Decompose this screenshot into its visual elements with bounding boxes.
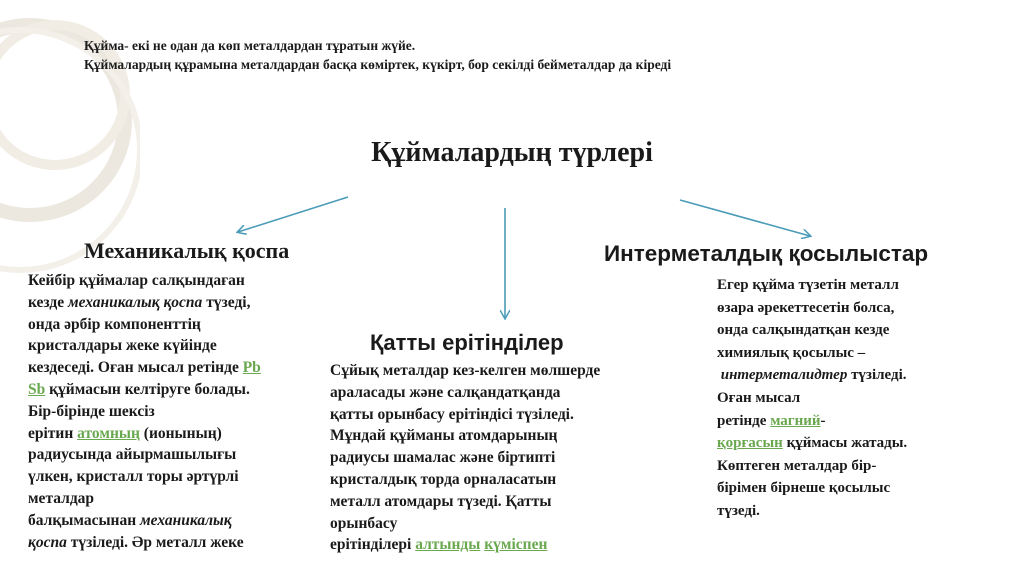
text-line [28,292,333,314]
heading-mechanical-mixture: Механикалық қоспа [84,238,290,263]
link-magnesium[interactable]: магний [770,412,821,429]
emphasis-term: интерметалидтер [720,367,848,384]
text-line [330,469,685,491]
text-span: радиусында айырмашылығы [28,446,237,464]
text-span: түзіледі. [847,367,907,384]
text-span: онда әрбір компоненттің [28,315,201,333]
text-span: кристалдық торда орналасатын [330,470,557,488]
intro-text [84,36,671,74]
intro-line-composition: Құймалардың құрамына металдардан басқа көміртек, күкірт, бор секілді бейметалдар да кіреді [84,57,672,72]
emphasis-term: қоспа [28,533,67,551]
text-line [28,510,333,532]
text-span: Оған мысал [717,389,801,406]
link-sb[interactable]: Sb [28,380,46,398]
text-span: орынбасу [330,514,398,532]
text-span: кезде [28,293,68,311]
text-line [717,342,992,365]
text-line [28,401,333,423]
text-line [717,455,992,478]
text-span: өзара әрекеттесетін болса, [717,299,895,316]
text-span: Бір-бірінде шексіз [28,402,155,420]
text-line [28,488,333,510]
text-line [717,274,992,297]
text-span: түзеді, [202,293,251,311]
text-span: кездеседі. Оған мысал ретінде [28,359,243,377]
text-span: Кейбір құймалар салқындаған [28,272,245,289]
text-span: үлкен, кристалл торы әртүрлі [28,468,239,486]
text-line [330,513,685,535]
text-line [28,357,333,379]
emphasis-term: механикалық қоспа [67,293,203,311]
text-span: металл атомдары түзеді. Қатты [330,492,552,510]
text-span: ретінде [717,412,771,429]
text-line [717,477,992,500]
text-span: қатты орынбасу ерітіндісі түзіледі. [330,405,574,423]
text-span: Сұйық металдар кез-келген мөлшерде [330,362,601,379]
heading-solid-solutions: Қатты ерітінділер [370,330,564,355]
text-span: Егер құйма түзетін металл [717,277,899,293]
text-line [330,534,685,556]
text-line [28,379,333,401]
link-gold[interactable]: алтынды [415,536,481,554]
text-span: (ионының) [139,424,222,442]
text-span: - [820,412,826,429]
text-line [28,423,333,445]
link-silver[interactable]: күміспен [484,536,548,554]
text-line [717,432,992,455]
text-line [717,500,992,523]
intermetallic-text [717,274,992,523]
solid-solutions-text [330,360,685,556]
text-span: түзеді. [717,502,760,519]
text-line [330,404,685,426]
text-span: Көптеген металдар бір- [717,457,877,474]
text-line [28,335,333,357]
mechanical-mixture-text [28,270,333,553]
emphasis-term: механикалық [140,511,232,529]
text-line [330,447,685,469]
text-span: радиусы шамалас және біртипті [330,449,556,467]
text-span: ерітінділері [330,536,416,554]
text-span: араласады және салқандатқанда [330,383,561,401]
text-span: металдар [28,489,95,507]
text-line [28,466,333,488]
text-line [717,364,992,387]
link-pb[interactable]: Pb [242,359,261,377]
link-atom[interactable]: атомның [77,424,140,442]
heading-intermetallic-compounds: Интерметалдық қосылыстар [604,241,929,266]
text-line [28,444,333,466]
arrow-right [680,200,810,236]
text-line [28,270,333,292]
text-line [28,532,333,554]
text-line [330,425,685,447]
text-span: Мұндай құйманы атомдарының [330,427,558,445]
link-lead[interactable]: қорғасын [717,435,783,452]
text-line [717,297,992,320]
text-line [330,491,685,513]
text-line [717,387,992,410]
text-line [717,319,992,342]
text-span: онда салқындатқан кезде [717,322,890,339]
text-span: химиялық қосылыс – [717,344,866,361]
text-span: бірімен бірнеше қосылыс [717,480,891,497]
text-span: кристалдары жеке күйінде [28,337,217,355]
text-line [28,314,333,336]
intro-line-definition: Құйма- екі не одан да көп металдардан тұратын жүйе. [84,38,416,53]
arrow-left [238,197,348,232]
text-line [717,410,992,433]
text-line [330,382,685,404]
text-span: балқымасынан [28,511,141,529]
page-title: Құймалардың түрлері [371,137,653,168]
text-span: құймасы жатады. [782,435,908,452]
text-span: түзіледі. Әр металл жеке [66,533,244,551]
text-span: құймасын келтіруге болады. [45,380,250,398]
text-span: ерітин [28,424,78,442]
text-line [330,360,685,382]
